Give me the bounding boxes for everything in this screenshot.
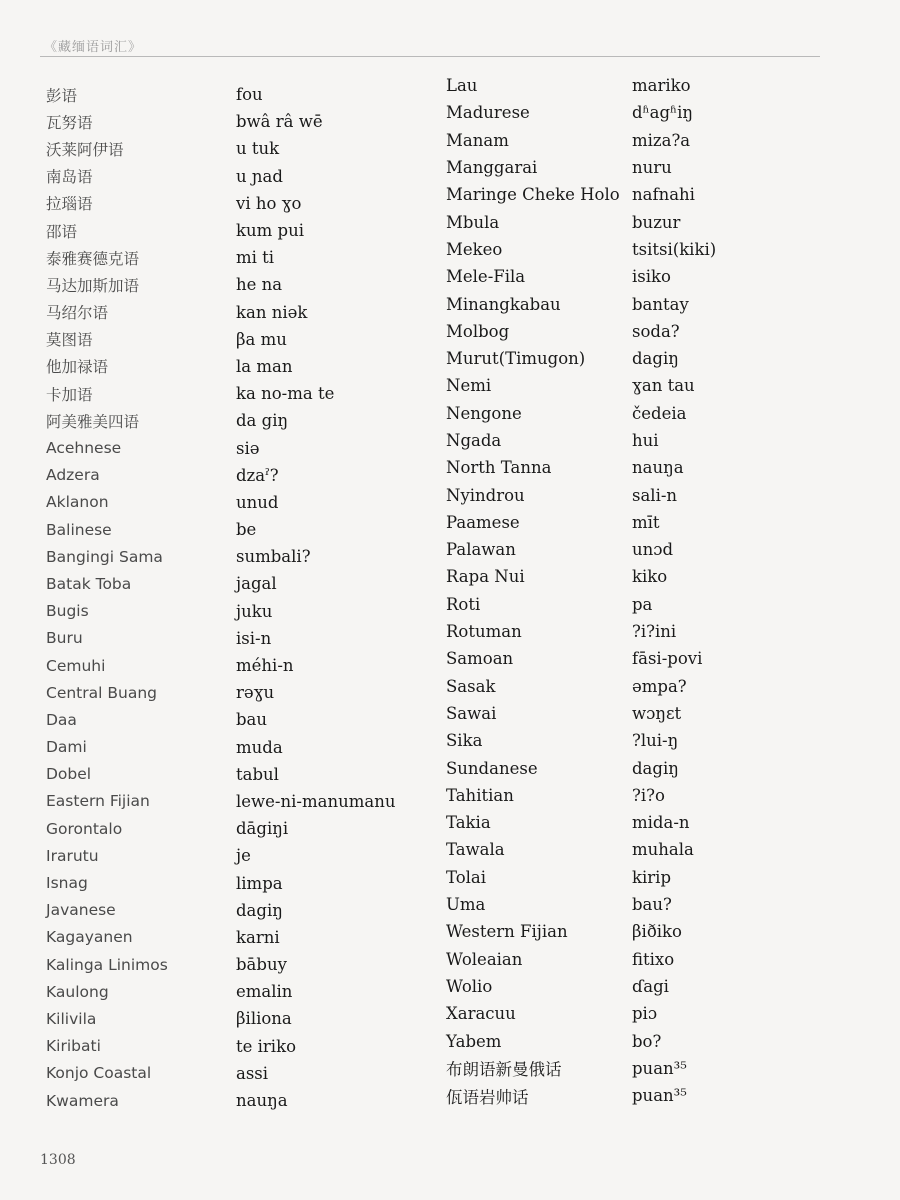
word-form: ?lui-ŋ [632,731,679,751]
word-form: kum pui [236,221,304,241]
entry-row [446,836,866,863]
language-name: North Tanna [446,458,552,478]
language-name: Daa [46,710,77,729]
entry-row [446,782,866,809]
language-name: Bugis [46,602,89,621]
page-number: 1308 [40,1152,76,1168]
entry-row [46,190,426,217]
word-form: bau? [632,895,672,915]
language-name: Palawan [446,540,516,560]
language-name: Maringe Cheke Holo [446,185,620,205]
entry-row [446,727,866,754]
language-name: 卡加语 [46,385,93,404]
language-name: Ngada [446,431,502,450]
language-name: Manggarai [446,158,538,178]
entry-row [46,244,426,271]
entry-row [46,108,426,135]
language-name: Nengone [446,403,522,423]
word-form: βiliona [236,1009,292,1029]
word-form: buzur [632,212,681,232]
language-name: Yabem [446,1031,502,1051]
word-form: te iriko [236,1036,297,1056]
word-form: čedeia [632,403,687,423]
language-name: 泰雅赛德克语 [46,249,140,268]
right-column [446,72,866,1109]
word-form: dāgiŋi [236,819,289,839]
entry-row [46,462,426,489]
entry-row [46,978,426,1005]
language-name: Sika [446,731,483,751]
word-form: bo? [632,1031,662,1051]
word-form: he na [236,275,283,295]
word-form: dagiŋ [632,349,679,369]
entry-row [46,924,426,951]
language-name: Xaracuu [446,1004,516,1024]
running-header: 《藏缅语词汇》 [44,40,143,55]
entry-row [446,208,866,235]
entry-row [46,543,426,570]
entry-row [46,380,426,407]
entry-row [446,509,866,536]
word-form: nauŋa [236,1091,288,1111]
entry-row [446,318,866,345]
entry-row [46,353,426,380]
word-form: juku [236,601,273,621]
language-name: 瓦努语 [46,113,93,132]
language-name: Manam [446,130,509,150]
header-rule [40,56,820,57]
language-name: Kaulong [46,982,109,1001]
language-name: Madurese [446,103,530,123]
language-name: 沃莱阿伊语 [46,140,124,159]
language-name: Woleaian [446,949,523,969]
language-name: Cemuhi [46,656,106,675]
language-name: 莫图语 [46,331,93,350]
language-name: 邵语 [46,222,78,241]
entry-row [446,263,866,290]
word-form: je [236,846,251,866]
entry-row [46,706,426,733]
language-name: 马达加斯加语 [46,276,140,295]
entry-row [46,407,426,434]
entry-row [446,427,866,454]
word-form: mida-n [632,813,690,833]
language-name: Buru [46,629,83,648]
language-name: Eastern Fijian [46,792,150,811]
word-form: mīt [632,512,660,532]
language-name: Mbula [446,212,500,232]
entry-row [446,154,866,181]
language-name: Nemi [446,376,492,396]
word-form: sumbali? [236,547,311,567]
entry-row [446,918,866,945]
entry-row [446,809,866,836]
word-form: dagiŋ [632,758,679,778]
language-name: Sasak [446,676,496,696]
word-form: nafnahi [632,185,695,205]
entry-row [46,570,426,597]
entry-row [46,163,426,190]
word-form: ɣan tau [632,376,695,396]
word-form: mi ti [236,248,275,268]
entry-row [446,481,866,508]
word-form: jagal [236,574,277,594]
entry-row [446,236,866,263]
word-form: muda [236,737,283,757]
language-name: 布朗语新曼俄话 [446,1060,562,1080]
entry-row [46,679,426,706]
word-form: bau [236,710,268,730]
language-name: Takia [446,813,491,833]
language-name: Minangkabau [446,294,561,314]
entry-row [46,217,426,244]
entry-row [46,1033,426,1060]
word-form: emalin [236,982,293,1002]
language-name: Murut(Timugon) [446,349,586,369]
word-form: piɔ [632,1004,658,1024]
language-name: Sundanese [446,758,538,778]
language-name: Mekeo [446,239,503,259]
language-name: Samoan [446,649,514,669]
entry-row [446,72,866,99]
entry-row [446,946,866,973]
entry-row [446,864,866,891]
word-form: isiko [632,267,671,287]
entry-row [46,81,426,108]
word-form: bwâ râ wē [236,112,323,132]
entry-row [446,372,866,399]
word-form: fou [236,85,263,105]
entry-row [46,1087,426,1114]
entry-row [46,788,426,815]
language-name: Mele-Fila [446,267,526,287]
language-name: Isnag [46,874,88,893]
word-form: dzaˀ? [236,465,279,485]
entry-row [46,598,426,625]
entry-row [446,1055,866,1082]
word-form: dagiŋ [236,900,283,920]
language-name: Nyindrou [446,485,525,505]
entry-row [46,434,426,461]
language-name: 他加禄语 [46,358,109,377]
entry-row [446,754,866,781]
entry-row [46,135,426,162]
language-name: Konjo Coastal [46,1064,152,1083]
language-name: Bangingi Sama [46,547,163,566]
language-name: 马绍尔语 [46,304,109,323]
word-form: ?i?o [632,785,665,805]
word-form: kirip [632,867,672,887]
entry-row [446,290,866,317]
word-form: limpa [236,873,283,893]
language-name: Lau [446,76,478,96]
word-form: kiko [632,567,668,587]
word-form: vi ho ɣo [236,193,302,213]
language-name: Dobel [46,765,92,784]
language-name: Dami [46,738,87,757]
word-form: tsitsi(kiki) [632,239,717,259]
entry-row [46,1005,426,1032]
entry-row [46,1060,426,1087]
entry-row [446,618,866,645]
word-form: mariko [632,76,691,96]
entry-row [46,842,426,869]
language-name: Western Fijian [446,922,568,942]
word-form: u tuk [236,139,280,159]
language-name: Tolai [446,867,487,887]
word-form: ?i?ini [632,622,677,642]
entry-row [446,973,866,1000]
language-name: Paamese [446,512,520,532]
word-form: nuru [632,158,672,178]
word-form: rəɣu [236,683,275,703]
entry-row [446,645,866,672]
word-form: assi [236,1063,269,1083]
word-form: kan niək [236,302,308,322]
language-name: Rapa Nui [446,567,525,587]
entry-row [446,673,866,700]
language-name: 拉瑙语 [46,195,93,214]
word-form: puan³⁵ [632,1086,687,1106]
language-name: Molbog [446,321,510,341]
word-form: fāsi-povi [632,649,703,669]
language-name: 佤语岩帅话 [446,1087,529,1107]
entry-row [46,516,426,543]
word-form: siə [236,438,260,458]
language-name: 彭语 [46,86,78,105]
entry-row [46,761,426,788]
entry-row [446,99,866,126]
left-column [46,81,426,1114]
entry-row [446,591,866,618]
language-name: Uma [446,895,486,915]
word-form: ka no-ma te [236,384,335,404]
entry-row [446,1000,866,1027]
entry-row [46,951,426,978]
word-form: pa [632,594,653,614]
language-name: Kagayanen [46,928,133,947]
word-form: méhi-n [236,656,294,676]
word-form: əmpa? [632,676,687,696]
language-name: Balinese [46,520,112,539]
word-form: ɗagi [632,976,669,996]
entry-row [446,400,866,427]
language-name: Central Buang [46,683,157,702]
language-name: 南岛语 [46,168,93,187]
language-name: Rotuman [446,622,522,642]
entry-row [446,454,866,481]
language-name: Tahitian [446,785,514,805]
entry-row [46,326,426,353]
entry-row [46,897,426,924]
word-form: unud [236,492,279,512]
language-name: Acehnese [46,439,122,458]
word-form: hui [632,431,659,450]
language-name: Kiribati [46,1037,101,1056]
entry-row [46,652,426,679]
word-form: isi-n [236,628,272,648]
entry-row [46,734,426,761]
language-name: Wolio [446,976,493,996]
word-form: bantay [632,294,689,314]
entry-row [446,536,866,563]
language-name: Kwamera [46,1091,119,1110]
language-name: Gorontalo [46,819,123,838]
word-form: bābuy [236,955,287,975]
entry-row [446,1082,866,1109]
word-form: puan³⁵ [632,1058,687,1078]
entry-row [46,271,426,298]
word-form: tabul [236,764,279,784]
entry-row [446,1027,866,1054]
entry-row [446,127,866,154]
word-form: soda? [632,321,680,341]
entry-row [46,815,426,842]
word-form: be [236,520,257,540]
entry-row [446,700,866,727]
word-form: fitixo [632,949,675,969]
entry-row [446,345,866,372]
word-form: karni [236,927,280,947]
word-form: lewe-ni-manumanu [236,791,396,811]
word-form: dʱagʱiŋ [632,103,694,123]
entry-row [446,563,866,590]
language-name: Sawai [446,703,497,723]
entry-row [46,489,426,516]
language-name: Irarutu [46,846,99,865]
entry-row [46,299,426,326]
entry-row [446,891,866,918]
word-form: muhala [632,840,694,860]
language-name: Roti [446,594,481,614]
language-name: Aklanon [46,493,109,512]
word-form: da giŋ [236,411,289,431]
language-name: Adzera [46,466,100,485]
word-form: u ɲad [236,166,283,186]
language-name: Batak Toba [46,574,132,593]
language-name: Kalinga Linimos [46,955,168,974]
word-form: βa mu [236,329,287,349]
entry-row [446,181,866,208]
language-name: 阿美雅美四语 [46,412,140,431]
entry-row [46,869,426,896]
word-form: wɔŋɛt [632,703,682,723]
word-form: unɔd [632,540,674,560]
word-form: βiðiko [632,922,682,942]
language-name: Tawala [446,840,505,860]
entry-row [46,625,426,652]
word-form: miza?a [632,130,691,150]
language-name: Kilivila [46,1009,97,1028]
word-form: sali-n [632,485,678,505]
word-form: la man [236,356,293,376]
language-name: Javanese [46,901,116,920]
word-form: nauŋa [632,458,684,478]
